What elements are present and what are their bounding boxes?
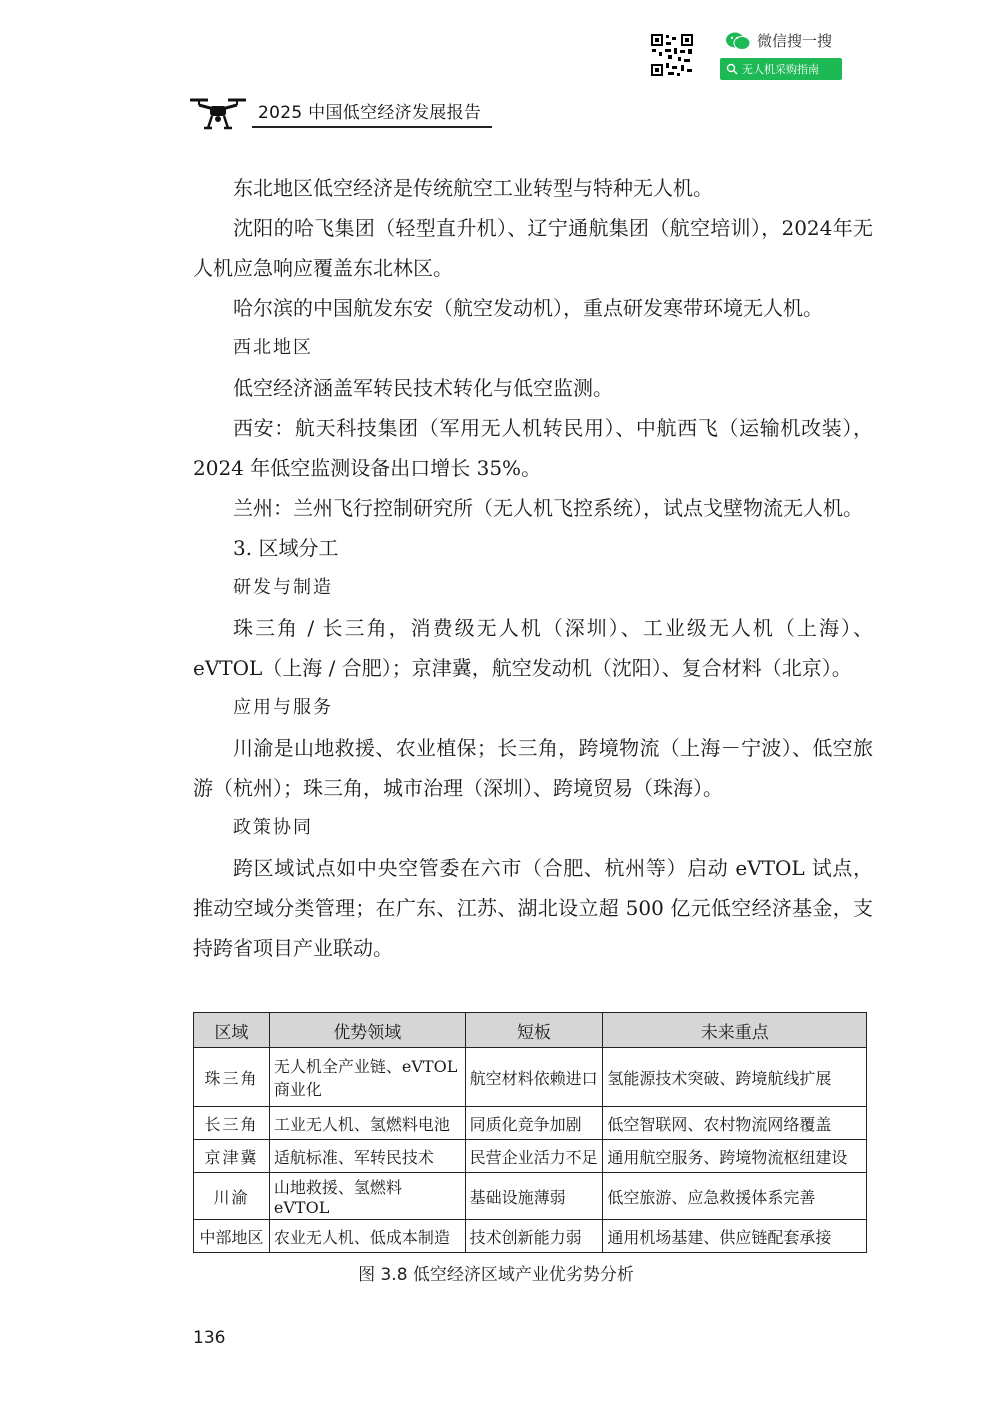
table-cell: 低空旅游、应急救援体系完善 [603,1173,867,1220]
page-number: 136 [193,1328,226,1348]
table-row [194,1140,867,1173]
paragraph: 珠三角 / 长三角，消费级无人机（深圳）、工业级无人机（上海）、eVTOL（上海 / 合肥）；京津冀，航空发动机（沈阳）、复合材料（北京）。 [193,616,873,680]
table-cell: 无人机全产业链、eVTOL 商业化 [269,1048,465,1107]
table-cell: 同质化竞争加剧 [465,1107,603,1140]
search-text: 无人机采购指南 [742,63,819,76]
table-row [194,1048,867,1107]
wechat-icon [725,31,751,51]
column-header: 区域 [194,1013,270,1048]
subheading-rd: 研发与制造 [233,577,333,598]
paragraph: 低空经济涵盖军转民技术转化与低空监测。 [233,376,613,400]
table-cell: 农业无人机、低成本制造 [269,1220,465,1253]
figure-caption: 图 3.8 低空经济区域产业优劣势分析 [358,1265,634,1285]
wechat-search-label [725,30,832,51]
table-cell: 珠三角 [194,1048,270,1107]
header-divider [252,126,492,128]
paragraph: 兰州：兰州飞行控制研究所（无人机飞控系统），试点戈壁物流无人机。 [233,496,863,520]
column-header: 短板 [465,1013,603,1048]
paragraph: 西安：航天科技集团（军用无人机转民用）、中航西飞（运输机改装），2024 年低空监测设备出口增长 35%。 [193,416,873,480]
table-cell: 民营企业活力不足 [465,1140,603,1173]
wechat-search-box[interactable] [720,58,842,80]
table-cell: 通用航空服务、跨境物流枢纽建设 [603,1140,867,1173]
subheading-application: 应用与服务 [233,697,333,718]
table-cell: 技术创新能力弱 [465,1220,603,1253]
column-header: 优势领域 [269,1013,465,1048]
table-cell: 京津冀 [194,1140,270,1173]
paragraph: 东北地区低空经济是传统航空工业转型与特种无人机。 [233,176,713,200]
drone-icon [190,96,246,132]
paragraph: 川渝是山地救援、农业植保；长三角，跨境物流（上海－宁波）、低空旅游（杭州）；珠三角，城市治理（深圳）、跨境贸易（珠海）。 [193,736,873,800]
table-cell: 适航标准、军转民技术 [269,1140,465,1173]
table-cell: 基础设施薄弱 [465,1173,603,1220]
table-cell: 川渝 [194,1173,270,1220]
subheading-policy: 政策协同 [233,817,313,838]
paragraph: 沈阳的哈飞集团（轻型直升机）、辽宁通航集团（航空培训），2024年无人机应急响应覆盖东北林区。 [193,216,873,280]
body-text [193,168,873,968]
column-header: 未来重点 [603,1013,867,1048]
table-cell: 工业无人机、氢燃料电池 [269,1107,465,1140]
table-row [194,1220,867,1253]
paragraph: 跨区域试点如中央空管委在六市（合肥、杭州等）启动 eVTOL 试点，推动空域分类管理；在广东、江苏、湖北设立超 500 亿元低空经济基金，支持跨省项目产业联动。 [193,856,873,960]
search-icon [726,63,738,75]
report-title: 2025 中国低空经济发展报告 [258,103,482,123]
table-header-row [194,1013,867,1048]
region-analysis-table [193,1012,867,1253]
table-cell: 中部地区 [194,1220,270,1253]
table-cell: 低空智联网、农村物流网络覆盖 [603,1107,867,1140]
paragraph: 哈尔滨的中国航发东安（航空发动机），重点研发寒带环境无人机。 [233,296,823,320]
table-cell: 航空材料依赖进口 [465,1048,603,1107]
table-cell: 山地救援、氢燃料 eVTOL [269,1173,465,1220]
table-cell: 长三角 [194,1107,270,1140]
subheading-northwest: 西北地区 [233,337,313,358]
wechat-label: 微信搜一搜 [757,32,833,50]
table-cell: 通用机场基建、供应链配套承接 [603,1220,867,1253]
table-row [194,1173,867,1220]
table-cell: 氢能源技术突破、跨境航线扩展 [603,1048,867,1107]
table-row [194,1107,867,1140]
section-heading: 3. 区域分工 [233,536,339,560]
qr-code-icon [650,33,694,77]
